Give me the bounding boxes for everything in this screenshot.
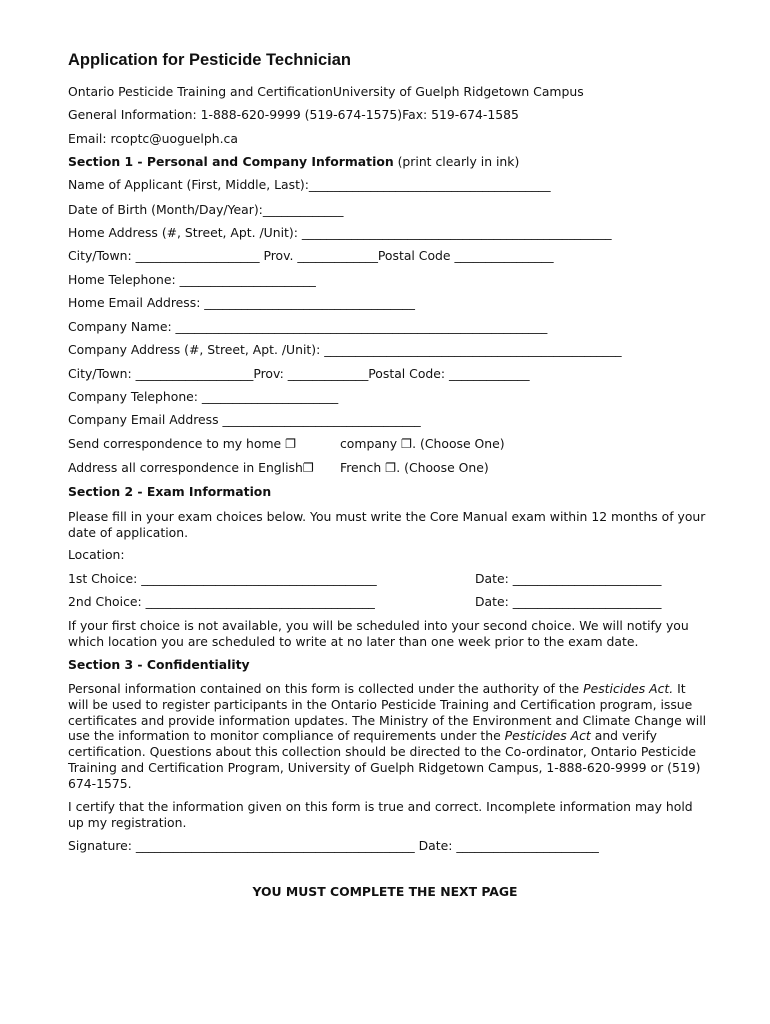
pesticides-act-ref-2: Pesticides Act — [504, 728, 591, 744]
home-email-field[interactable]: Home Email Address: __________________________________ — [68, 295, 415, 310]
send-company-checkbox[interactable]: company ❐. (Choose One) — [340, 436, 505, 451]
next-page-notice: YOU MUST COMPLETE THE NEXT PAGE — [252, 884, 518, 899]
french-checkbox[interactable]: French ❐. (Choose One) — [340, 460, 489, 475]
form-title: Application for Pesticide Technician — [68, 51, 351, 69]
company-city-field[interactable]: City/Town: ___________________Prov: _____________Postal Code: _____________ — [68, 366, 530, 381]
pesticides-act-ref-1: Pesticides Act. — [583, 681, 674, 696]
exam-instructions: Please fill in your exam choices below. You must write the Core Manual exam within 12 months of your date of application. — [68, 509, 706, 540]
email-line: Email: rcoptc@uoguelph.ca — [68, 131, 238, 146]
first-choice-field[interactable]: 1st Choice: ______________________________________ — [68, 571, 377, 586]
section2-heading: Section 2 - Exam Information — [68, 484, 272, 499]
section1-title: Section 1 - Personal and Company Information — [68, 154, 394, 169]
company-address-field[interactable]: Company Address (#, Street, Apt. /Unit): ________________________________________________ — [68, 342, 622, 357]
section1-heading — [68, 154, 519, 170]
certification-statement: I certify that the information given on this form is true and correct. Incomplete information may hold up my registration. — [68, 799, 693, 830]
location-label: Location: — [68, 547, 125, 562]
company-telephone-field[interactable]: Company Telephone: ______________________ — [68, 389, 339, 404]
english-checkbox[interactable]: Address all correspondence in English❐ — [68, 460, 314, 475]
send-home-checkbox[interactable]: Send correspondence to my home ❐ — [68, 436, 297, 451]
confidentiality-text-c: and verify certification. Questions about this collection should be directed to the Co-ordinator, Ontario Pesticide Training and Certification Program, University of Guelph Ridgetown Campus, 1-888-620-9999 or (519) 674-1575. — [68, 728, 701, 791]
company-email-field[interactable]: Company Email Address ________________________________ — [68, 412, 421, 427]
applicant-name-field[interactable]: Name of Applicant (First, Middle, Last):_______________________________________ — [68, 177, 551, 192]
first-choice-date-field[interactable]: Date: ________________________ — [475, 571, 662, 586]
date-of-birth-field[interactable]: Date of Birth (Month/Day/Year):_____________ — [68, 202, 344, 217]
signature-field[interactable]: Signature: _____________________________________________ Date: _______________________ — [68, 838, 599, 853]
scheduling-note: If your first choice is not available, you will be scheduled into your second choice. We will notify you which location you are scheduled to write at no later than one week prior to the exam date. — [68, 618, 689, 649]
confidentiality-paragraph — [68, 681, 708, 792]
confidentiality-text-a: Personal information contained on this form is collected under the authority of the — [68, 681, 584, 696]
second-choice-field[interactable]: 2nd Choice: _____________________________________ — [68, 594, 375, 609]
section3-heading: Section 3 - Confidentiality — [68, 657, 250, 672]
home-city-field[interactable]: City/Town: ____________________ Prov. _____________Postal Code ________________ — [68, 248, 554, 263]
company-name-field[interactable]: Company Name: ____________________________________________________________ — [68, 319, 548, 334]
home-telephone-field[interactable]: Home Telephone: ______________________ — [68, 272, 316, 287]
org-line: Ontario Pesticide Training and CertificationUniversity of Guelph Ridgetown Campus — [68, 84, 584, 99]
second-choice-date-field[interactable]: Date: ________________________ — [475, 594, 662, 609]
confidentiality-text-b: It will be used to register participants in the Ontario Pesticide Training and Certification program, issue certificates and provide information updates. The Ministry of the Environment and Climate Change will use the information to monitor compliance of requirements under the — [68, 681, 707, 744]
home-address-field[interactable]: Home Address (#, Street, Apt. /Unit): __________________________________________________ — [68, 225, 612, 240]
section1-note: (print clearly in ink) — [393, 154, 520, 169]
phone-line: General Information: 1-888-620-9999 (519-674-1575)Fax: 519-674-1585 — [68, 107, 519, 122]
